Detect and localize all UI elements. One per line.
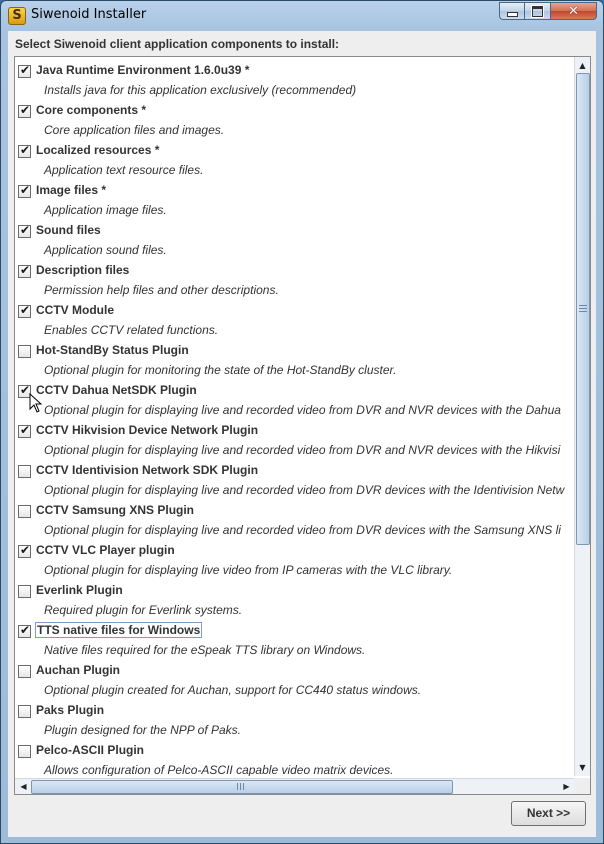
vertical-scrollbar[interactable] <box>574 57 590 776</box>
checkmark-icon: ✔ <box>20 63 31 77</box>
component-title[interactable]: Core components * <box>36 103 147 117</box>
component-title[interactable]: CCTV Module <box>36 303 114 317</box>
component-checkbox[interactable] <box>18 305 31 318</box>
component-row <box>15 578 575 618</box>
next-button[interactable]: Next >> <box>511 801 586 826</box>
component-checkbox[interactable] <box>18 585 31 598</box>
component-row <box>15 178 575 218</box>
scroll-right-arrow-icon[interactable]: ▶ <box>563 782 570 791</box>
checkmark-icon: ✔ <box>20 303 31 317</box>
component-title[interactable]: Java Runtime Environment 1.6.0u39 * <box>36 63 250 77</box>
checkmark-icon: ✔ <box>20 103 31 117</box>
component-description: Enables CCTV related functions. <box>44 323 219 337</box>
checkmark-icon: ✔ <box>20 623 31 637</box>
component-title[interactable]: CCTV Samsung XNS Plugin <box>36 503 195 517</box>
minimize-button[interactable] <box>499 2 525 20</box>
component-description: Required plugin for Everlink systems. <box>44 603 243 617</box>
vertical-scroll-thumb[interactable] <box>576 73 590 545</box>
mouse-pointer-icon <box>29 393 43 415</box>
horizontal-scroll-thumb[interactable] <box>31 780 453 794</box>
checkmark-icon: ✔ <box>20 223 31 237</box>
close-button[interactable] <box>551 2 597 20</box>
component-checkbox[interactable] <box>18 705 31 718</box>
component-checkbox[interactable] <box>18 465 31 478</box>
component-description: Core application files and images. <box>44 123 225 137</box>
scroll-down-arrow-icon[interactable]: ▼ <box>579 763 586 772</box>
component-checkbox[interactable] <box>18 265 31 278</box>
component-description: Optional plugin for monitoring the state of the Hot-StandBy cluster. <box>44 363 397 377</box>
thumb-grip-icon <box>579 308 587 309</box>
component-checkbox[interactable] <box>18 105 31 118</box>
scroll-left-arrow-icon[interactable]: ◀ <box>20 782 27 791</box>
window-title: Siwenoid Installer <box>31 7 147 22</box>
title-bar[interactable] <box>1 1 603 30</box>
component-description: Plugin designed for the NPP of Paks. <box>44 723 242 737</box>
component-description: Native files required for the eSpeak TTS library on Windows. <box>44 643 366 657</box>
checkmark-icon: ✔ <box>20 183 31 197</box>
component-description: Optional plugin created for Auchan, support for CC440 status windows. <box>44 683 422 697</box>
component-title[interactable]: Everlink Plugin <box>36 583 123 597</box>
checkmark-icon: ✔ <box>20 383 31 397</box>
component-row <box>15 498 575 538</box>
component-description: Application sound files. <box>44 243 167 257</box>
component-row <box>15 418 575 458</box>
component-title[interactable]: Sound files <box>36 223 101 237</box>
component-title[interactable]: Paks Plugin <box>36 703 105 717</box>
component-checkbox[interactable] <box>18 185 31 198</box>
component-description: Optional plugin for displaying live and recorded video from DVR and NVR devices with the Hikvisi <box>44 443 561 457</box>
component-title[interactable]: Image files * <box>36 183 107 197</box>
component-checkbox[interactable] <box>18 545 31 558</box>
scrollbar-corner <box>574 778 590 794</box>
component-row <box>15 218 575 258</box>
instructions-heading: Select Siwenoid client application components to install: <box>15 37 340 51</box>
component-row <box>15 458 575 498</box>
component-title[interactable]: CCTV VLC Player plugin <box>36 543 175 557</box>
component-title[interactable]: CCTV Hikvision Device Network Plugin <box>36 423 259 437</box>
component-checkbox[interactable] <box>18 505 31 518</box>
component-title[interactable]: CCTV Dahua NetSDK Plugin <box>36 383 197 397</box>
component-checkbox[interactable] <box>18 345 31 358</box>
component-list-viewport <box>15 57 575 776</box>
component-description: Permission help files and other descriptions. <box>44 283 279 297</box>
component-title[interactable]: Description files <box>36 263 130 277</box>
component-row <box>15 618 575 658</box>
scroll-up-arrow-icon[interactable]: ▲ <box>579 61 586 70</box>
component-description: Allows configuration of Pelco-ASCII capable video matrix devices. <box>44 763 394 776</box>
component-description: Installs java for this application exclusively (recommended) <box>44 83 357 97</box>
component-checkbox[interactable] <box>18 425 31 438</box>
component-title[interactable]: Pelco-ASCII Plugin <box>36 743 145 757</box>
component-checkbox[interactable] <box>18 65 31 78</box>
component-description: Application text resource files. <box>44 163 204 177</box>
component-items <box>15 57 575 776</box>
component-list <box>14 56 591 795</box>
component-row <box>15 58 575 98</box>
component-checkbox[interactable] <box>18 145 31 158</box>
component-row <box>15 258 575 298</box>
maximize-icon <box>532 6 543 17</box>
component-description: Optional plugin for displaying live video from IP cameras with the VLC library. <box>44 563 453 577</box>
component-row <box>15 698 575 738</box>
window-controls <box>499 2 597 20</box>
thumb-grip-icon <box>243 783 244 790</box>
component-checkbox[interactable] <box>18 665 31 678</box>
app-logo-icon: S <box>8 7 26 25</box>
component-row <box>15 138 575 178</box>
component-row <box>15 658 575 698</box>
thumb-grip-icon <box>579 311 587 312</box>
component-row <box>15 538 575 578</box>
component-row <box>15 738 575 776</box>
component-title[interactable]: TTS native files for Windows <box>37 623 201 637</box>
component-description: Optional plugin for displaying live and recorded video from DVR devices with the Identivision Netw <box>44 483 565 497</box>
checkmark-icon: ✔ <box>20 423 31 437</box>
component-description: Optional plugin for displaying live and recorded video from DVR and NVR devices with the Dahua <box>44 403 561 417</box>
horizontal-scrollbar[interactable] <box>15 778 575 794</box>
thumb-grip-icon <box>240 783 241 790</box>
component-title[interactable]: Localized resources * <box>36 143 160 157</box>
component-checkbox[interactable] <box>18 625 31 638</box>
dialog-content <box>8 31 596 837</box>
component-row <box>15 298 575 338</box>
thumb-grip-icon <box>579 305 587 306</box>
component-row <box>15 98 575 138</box>
component-title[interactable]: Hot-StandBy Status Plugin <box>36 343 189 357</box>
component-title[interactable]: Auchan Plugin <box>36 663 120 677</box>
checkmark-icon: ✔ <box>20 143 31 157</box>
minimize-icon <box>507 12 518 17</box>
component-row <box>15 338 575 378</box>
close-icon: ✕ <box>568 3 579 19</box>
component-title[interactable]: CCTV Identivision Network SDK Plugin <box>36 463 259 477</box>
component-description: Application image files. <box>44 203 167 217</box>
maximize-button[interactable] <box>525 2 551 20</box>
component-description: Optional plugin for displaying live and recorded video from DVR devices with the Samsung XNS li <box>44 523 561 537</box>
checkmark-icon: ✔ <box>20 263 31 277</box>
component-checkbox[interactable] <box>18 225 31 238</box>
component-row <box>15 378 575 418</box>
component-checkbox[interactable] <box>18 745 31 758</box>
thumb-grip-icon <box>237 783 238 790</box>
checkmark-icon: ✔ <box>20 543 31 557</box>
